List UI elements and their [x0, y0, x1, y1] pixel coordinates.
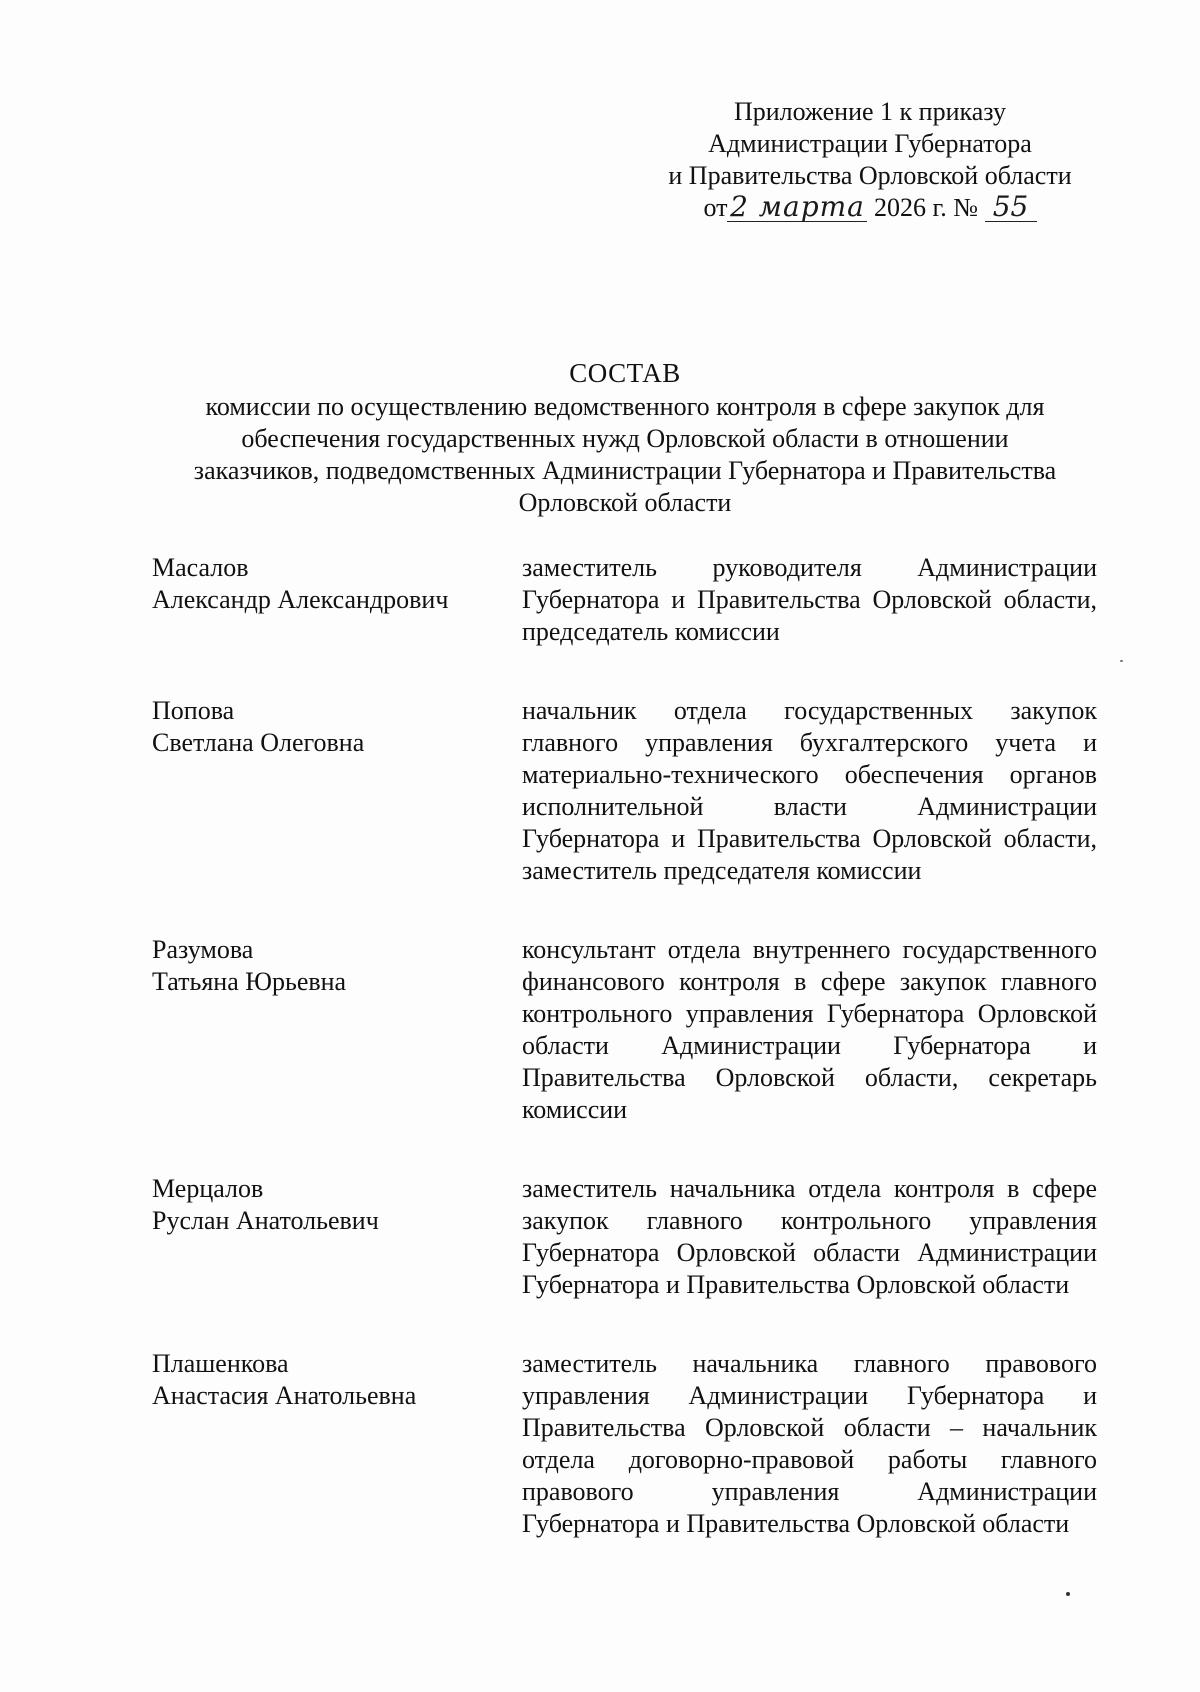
member-given-names: Анастасия Анатольевна	[152, 1381, 417, 1410]
member-row	[152, 552, 1097, 648]
appendix-line-3: и Правительства Орловской области	[668, 161, 1072, 190]
member-given-names: Руслан Анатольевич	[152, 1206, 379, 1235]
handwritten-date: 2 марта	[727, 193, 867, 222]
member-row	[152, 934, 1097, 1126]
document-title	[130, 357, 1120, 519]
member-role: заместитель руководителя Администрации Губернатора и Правительства Орловской области, председатель комиссии	[522, 553, 1097, 646]
title-line-3: заказчиков, подведомственных Администрации Губернатора и Правительства	[193, 456, 1057, 485]
scan-speck	[1120, 660, 1123, 662]
title-line-4: Орловской области	[518, 488, 732, 517]
title-line-2: обеспечения государственных нужд Орловской области в отношении	[241, 424, 1009, 453]
member-name	[152, 552, 522, 616]
title-heading: СОСТАВ	[569, 358, 681, 388]
member-row	[152, 1348, 1097, 1540]
member-surname: Масалов	[152, 553, 249, 582]
member-row	[152, 695, 1097, 887]
date-prefix: от	[703, 193, 728, 222]
member-name	[152, 695, 522, 759]
commission-members-list	[152, 552, 1097, 1540]
appendix-line-1: Приложение 1 к приказу	[733, 97, 1006, 126]
scan-speck	[1066, 1592, 1070, 1596]
member-name	[152, 934, 522, 998]
member-name	[152, 1348, 522, 1412]
title-line-1: комиссии по осуществлению ведомственного контроля в сфере закупок для	[205, 392, 1045, 421]
member-role: начальник отдела государственных закупок главного управления бухгалтерского учета и материально-технического обеспечения органов исполнительной власти Администрации Губернатора и Правительства Орловской области, заместитель председателя комиссии	[522, 696, 1097, 885]
year-and-number-label: 2026 г. №	[873, 193, 979, 222]
handwritten-number: 55	[985, 193, 1037, 222]
appendix-header	[640, 96, 1100, 224]
member-surname: Попова	[152, 696, 235, 725]
appendix-line-2: Администрации Губернатора	[708, 129, 1032, 158]
member-role: заместитель начальника отдела контроля в сфере закупок главного контрольного управления Губернатора Орловской области Администрации Губернатора и Правительства Орловской области	[522, 1174, 1097, 1299]
member-surname: Разумова	[152, 935, 254, 964]
member-name	[152, 1173, 522, 1237]
member-role: консультант отдела внутреннего государственного финансового контроля в сфере закупок главного контрольного управления Губернатора Орловской области Администрации Губернатора и Правительства Орловской области, секретарь комиссии	[522, 935, 1097, 1124]
member-role: заместитель начальника главного правового управления Администрации Губернатора и Правительства Орловской области – начальник отдела договорно-правовой работы главного правового управления Администрации Губернатора и Правительства Орловской области	[522, 1349, 1097, 1538]
member-given-names: Александр Александрович	[152, 585, 449, 614]
member-given-names: Татьяна Юрьевна	[152, 967, 347, 996]
member-given-names: Светлана Олеговна	[152, 728, 365, 757]
member-surname: Плашенкова	[152, 1349, 289, 1378]
member-surname: Мерцалов	[152, 1174, 264, 1203]
appendix-date-line	[640, 192, 1100, 224]
member-row	[152, 1173, 1097, 1301]
